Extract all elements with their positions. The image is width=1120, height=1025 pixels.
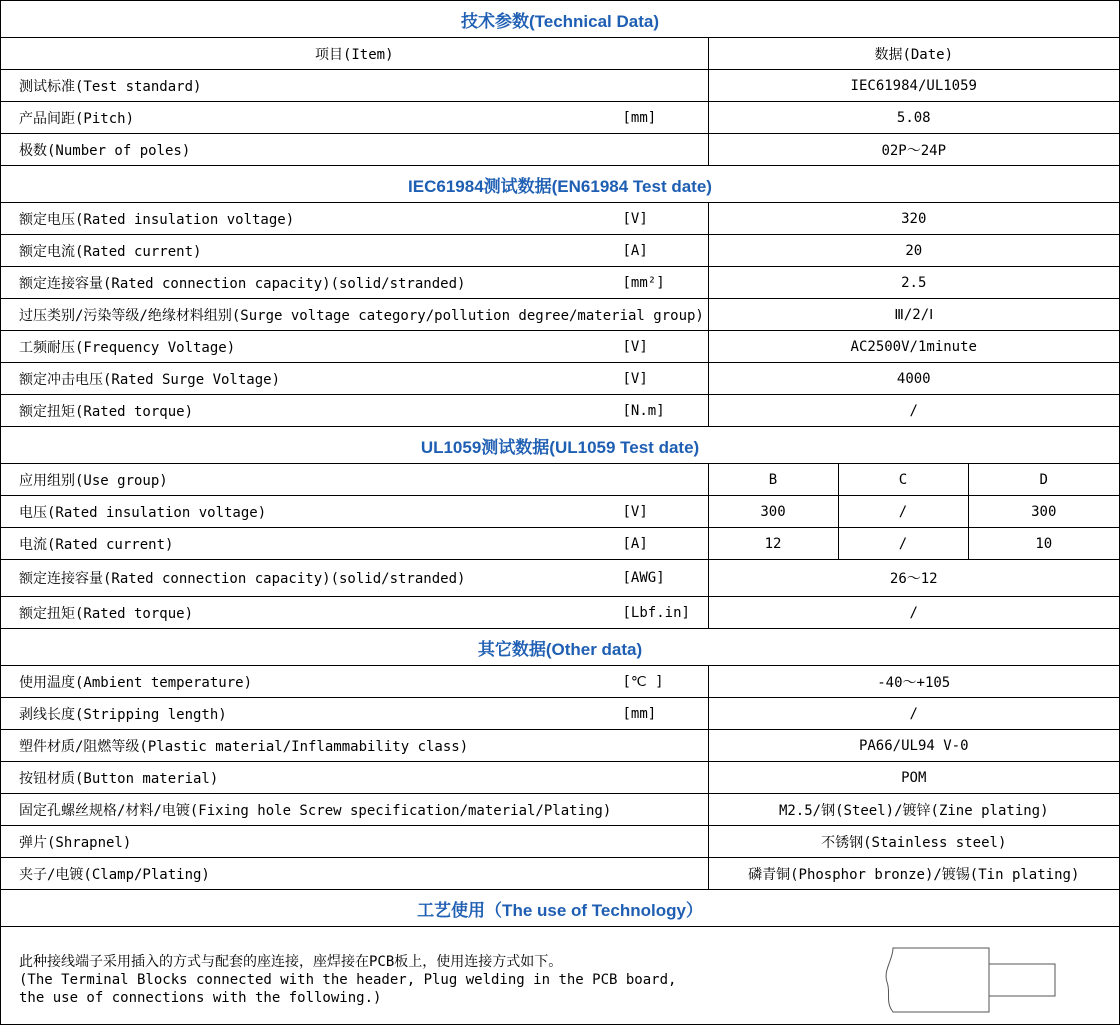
table-row — [1, 730, 1119, 762]
row-value: Ⅲ/2/Ⅰ — [708, 299, 1119, 331]
spec-table — [1, 0, 1119, 927]
row-label: 电压(Rated insulation voltage) — [19, 504, 267, 521]
table-row — [1, 762, 1119, 794]
row-label: 额定扭矩(Rated torque) — [19, 403, 194, 420]
row-unit: [A] — [622, 535, 648, 552]
table-row — [1, 363, 1119, 395]
row-label: 工频耐压(Frequency Voltage) — [19, 339, 236, 356]
row-value: / — [708, 597, 1119, 629]
table-row — [1, 560, 1119, 597]
row-value: 320 — [708, 203, 1119, 235]
row-label: 过压类别/污染等级/绝缘材料组别(Surge voltage category/pollution degree/material group) — [19, 307, 704, 324]
table-row — [1, 528, 1119, 560]
row-value: POM — [708, 762, 1119, 794]
row-label: 额定扭矩(Rated torque) — [19, 605, 194, 622]
voltage-d: 300 — [968, 496, 1119, 528]
row-label: 测试标准(Test standard) — [19, 78, 202, 95]
row-unit: [V] — [622, 210, 648, 227]
row-label: 塑件材质/阻燃等级(Plastic material/Inflammability class) — [19, 738, 469, 755]
section-title-technical: 技术参数(Technical Data) — [1, 1, 1119, 38]
voltage-c: / — [838, 496, 968, 528]
row-value: 磷青铜(Phosphor bronze)/镀锡(Tin plating) — [708, 858, 1119, 890]
table-row — [1, 826, 1119, 858]
row-value: / — [708, 698, 1119, 730]
row-value: 02P～24P — [708, 134, 1119, 166]
row-label: 弹片(Shrapnel) — [19, 834, 132, 851]
group-c: C — [838, 464, 968, 496]
header-outline — [989, 964, 1055, 996]
row-unit: [℃ ] — [622, 673, 664, 690]
usage-description — [19, 953, 676, 1007]
table-row — [1, 666, 1119, 698]
table-row — [1, 235, 1119, 267]
row-label: 固定孔螺丝规格/材料/电镀(Fixing hole Screw specification/material/Plating) — [19, 802, 612, 819]
description-line: 此种接线端子采用插入的方式与配套的座连接，座焊接在PCB板上，使用连接方式如下。 — [19, 954, 563, 970]
row-label: 电流(Rated current) — [19, 536, 174, 553]
table-row — [1, 267, 1119, 299]
current-d: 10 — [968, 528, 1119, 560]
table-row — [1, 134, 1119, 166]
row-value: 2.5 — [708, 267, 1119, 299]
row-unit: [mm] — [622, 705, 657, 722]
row-value: AC2500V/1minute — [708, 331, 1119, 363]
table-row — [1, 496, 1119, 528]
row-unit: [V] — [622, 338, 648, 355]
table-row — [1, 464, 1119, 496]
row-value: 5.08 — [708, 102, 1119, 134]
table-row — [1, 102, 1119, 134]
row-label: 剥线长度(Stripping length) — [19, 706, 227, 723]
table-row — [1, 597, 1119, 629]
table-row — [1, 331, 1119, 363]
row-value: / — [708, 395, 1119, 427]
row-label: 极数(Number of poles) — [19, 142, 191, 159]
row-value: 26～12 — [708, 560, 1119, 597]
row-value: 20 — [708, 235, 1119, 267]
header-item: 项目(Item) — [1, 38, 708, 70]
description-line: the use of connections with the following.) — [19, 990, 382, 1006]
table-row — [1, 70, 1119, 102]
row-unit: [N.m] — [622, 402, 665, 419]
row-label: 额定电流(Rated current) — [19, 243, 202, 260]
row-unit: [mm²] — [622, 274, 665, 291]
row-value: 不锈钢(Stainless steel) — [708, 826, 1119, 858]
table-row — [1, 858, 1119, 890]
plug-outline — [886, 948, 989, 1012]
current-c: / — [838, 528, 968, 560]
table-row — [1, 794, 1119, 826]
row-unit: [V] — [622, 503, 648, 520]
row-value: M2.5/钢(Steel)/镀锌(Zine plating) — [708, 794, 1119, 826]
group-b: B — [708, 464, 838, 496]
group-d: D — [968, 464, 1119, 496]
row-label: 额定连接容量(Rated connection capacity)(solid/stranded) — [19, 275, 466, 292]
table-row — [1, 203, 1119, 235]
row-label: 使用温度(Ambient temperature) — [19, 674, 253, 691]
connection-drawing — [881, 944, 1061, 1016]
row-label: 按钮材质(Button material) — [19, 770, 219, 787]
row-value: -40～+105 — [708, 666, 1119, 698]
section-title-ul: UL1059测试数据(UL1059 Test date) — [1, 427, 1119, 464]
table-row — [1, 395, 1119, 427]
section-title-tech-use: 工艺使用（The use of Technology） — [1, 890, 1119, 927]
voltage-b: 300 — [708, 496, 838, 528]
row-label: 额定连接容量(Rated connection capacity)(solid/stranded) — [19, 571, 466, 587]
row-unit: [AWG] — [622, 570, 665, 586]
row-label: 夹子/电镀(Clamp/Plating) — [19, 866, 210, 883]
row-unit: [A] — [622, 242, 648, 259]
row-label: 产品间距(Pitch) — [19, 110, 135, 127]
section-title-iec: IEC61984测试数据(EN61984 Test date) — [1, 166, 1119, 203]
row-value: PA66/UL94 V-0 — [708, 730, 1119, 762]
row-unit: [V] — [622, 370, 648, 387]
table-row — [1, 698, 1119, 730]
row-value: 4000 — [708, 363, 1119, 395]
table-row — [1, 299, 1119, 331]
row-label: 额定冲击电压(Rated Surge Voltage) — [19, 371, 281, 388]
description-line: (The Terminal Blocks connected with the header, Plug welding in the PCB board, — [19, 972, 677, 988]
row-unit: [Lbf.in] — [622, 604, 690, 621]
row-unit: [mm] — [622, 109, 657, 126]
row-value: IEC61984/UL1059 — [708, 70, 1119, 102]
header-data: 数据(Date) — [708, 38, 1119, 70]
row-label: 额定电压(Rated insulation voltage) — [19, 211, 295, 228]
section-title-other: 其它数据(Other data) — [1, 629, 1119, 666]
current-b: 12 — [708, 528, 838, 560]
row-label: 应用组别(Use group) — [1, 464, 708, 496]
